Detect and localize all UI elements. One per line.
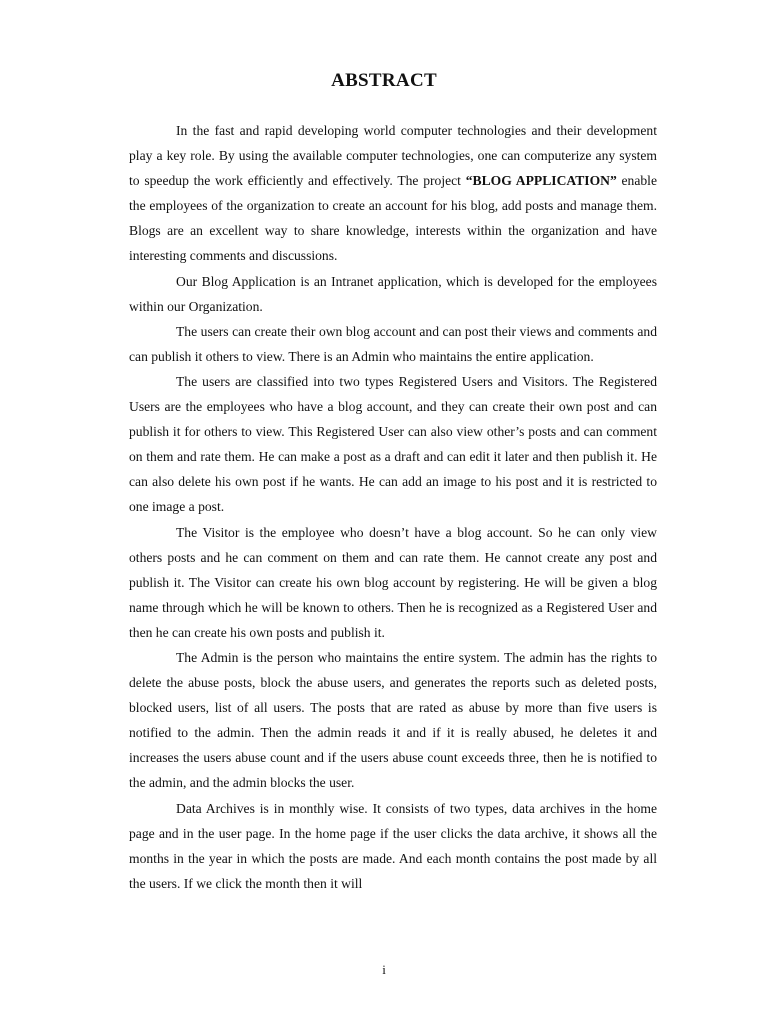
page-number: i xyxy=(382,962,386,977)
abstract-body xyxy=(129,118,657,896)
paragraph-user-types: The users are classified into two types Registered Users and Visitors. The Registered Users are the employees who have a blog account, and they can create their own post and can publish it for others to view. This Registered User can also view other’s posts and can comment on them and rate them. He can make a post as a draft and can edit it later and then publish it. He can also delete his own post if he wants. He can add an image to his post and it is restricted to one image a post. xyxy=(129,373,657,515)
paragraph-visitor: The Visitor is the employee who doesn’t have a blog account. So he can only view others posts and he can comment on them and can rate them. He cannot create any post and publish it. The Visitor can create his own blog account by registering. He will be given a blog name through which he will be known to others. Then he is recognized as a Registered User and then he can create his own posts and publish it. xyxy=(129,524,657,640)
page-title: ABSTRACT xyxy=(331,70,437,91)
paragraph-users: The users can create their own blog account and can post their views and comments and can publish it others to view. There is an Admin who maintains the entire application. xyxy=(129,323,657,364)
paragraph-admin: The Admin is the person who maintains the entire system. The admin has the rights to delete the abuse posts, block the abuse users, and generates the reports such as deleted posts, blocked users, list of all users. The posts that are rated as abuse by more than five users is notified to the admin. Then the admin reads it and if it is really abused, he deletes it and increases the users abuse count and if the users abuse count exceeds three, then he is notified to the admin, and the admin blocks the user. xyxy=(129,649,657,791)
paragraph-intro-after: enable the employees of the organization to create an account for his blog, add posts and manage them. Blogs are an excellent way to share knowledge, interests within the organization and have interesting comments and discussions. xyxy=(129,173,657,264)
paragraph-intro-before: In the fast and rapid developing world computer technologies and their development play a key role. By using the available computer technologies, one can computerize any system to speedup the work efficiently and effectively. The project xyxy=(129,123,657,189)
paragraph-intranet: Our Blog Application is an Intranet application, which is developed for the employees within our Organization. xyxy=(129,273,657,314)
project-name: “BLOG APPLICATION” xyxy=(465,173,617,189)
paragraph-archives: Data Archives is in monthly wise. It consists of two types, data archives in the home page and in the user page. In the home page if the user clicks the data archive, it shows all the months in the year in which the posts are made. And each month contains the post made by all the users. If we click the month then it will xyxy=(129,800,657,891)
paragraph-intro xyxy=(129,118,657,269)
